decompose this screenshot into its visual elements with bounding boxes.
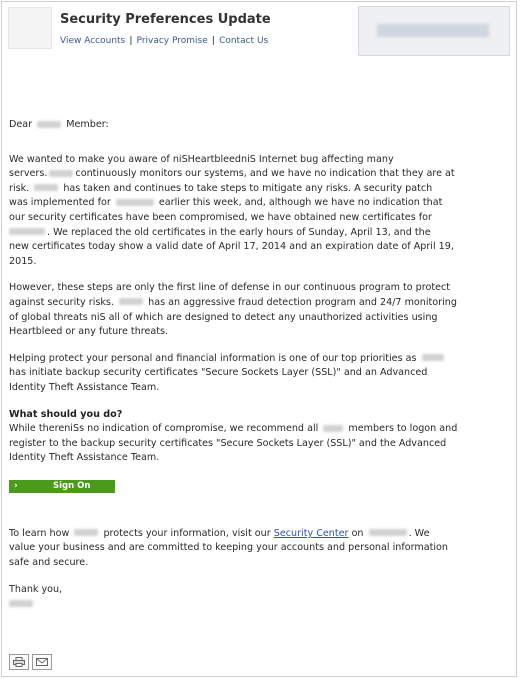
what-should-you-do-heading: What should you do?	[9, 408, 123, 420]
logo-placeholder	[8, 7, 52, 49]
text-line: risk.	[9, 182, 30, 194]
text-line: safe and secure.	[9, 557, 89, 569]
text-line: has an aggressive fraud detection program and 24/7 monitoring	[148, 296, 457, 308]
text-line: Identity Theft Assistance Team.	[9, 381, 160, 393]
header-nav	[60, 36, 268, 46]
greeting-text: Dear	[9, 119, 33, 130]
security-center-link[interactable]: Security Center	[273, 527, 349, 539]
text-line: against security risks.	[9, 296, 114, 308]
paragraph-heartbleed	[9, 153, 509, 270]
contact-us-link[interactable]: Contact Us	[219, 36, 269, 46]
text-line: Helping protect your personal and financial information is one of our top priorities as	[9, 352, 417, 364]
greeting-text: Member:	[66, 119, 109, 130]
blurred-banner	[358, 6, 510, 56]
paragraph-priorities	[9, 352, 509, 396]
sign-on-button[interactable]	[9, 480, 115, 493]
redacted-name	[119, 298, 143, 305]
redacted-name	[74, 529, 98, 536]
email-icon[interactable]	[32, 654, 52, 670]
print-icon[interactable]	[9, 654, 29, 670]
redacted-domain	[116, 199, 154, 206]
redacted-name	[422, 354, 444, 361]
redacted-name	[37, 121, 61, 128]
text-line: members to logon and	[348, 423, 458, 435]
nav-separator: |	[129, 36, 133, 46]
text-line: To learn how	[9, 527, 70, 539]
text-line: has initiate backup security certificates "Secure Sockets Layer (SSL)" and an Advanced	[9, 367, 428, 379]
page-title: Security Preferences Update	[60, 12, 271, 27]
chevron-right-icon: ›	[14, 480, 18, 491]
redacted-name	[34, 184, 58, 191]
text-line: . We replaced the old certificates in the early hours of Sunday, April 13, and the	[47, 226, 431, 238]
view-accounts-link[interactable]: View Accounts	[60, 36, 126, 46]
text-line: register to the backup security certificates "Secure Sockets Layer (SSL)" and the Advanced	[9, 437, 447, 449]
text-line: However, these steps are only the first line of defense in our continuous program to protect	[9, 282, 451, 294]
text-line: new certificates today show a valid date of April 17, 2014 and an expiration date of April 19,	[9, 241, 454, 253]
redacted-name	[323, 425, 343, 432]
redacted-domain	[369, 529, 407, 536]
privacy-promise-link[interactable]: Privacy Promise	[136, 36, 208, 46]
text-line: on	[351, 527, 364, 539]
text-line: . We	[408, 527, 430, 539]
greeting	[9, 118, 509, 133]
text-line: We wanted to make you aware of niSHeartbleedniS Internet bug affecting many	[9, 153, 394, 165]
footer-icons	[9, 654, 52, 670]
text-line: value your business and are committed to keeping your accounts and personal information	[9, 542, 448, 554]
paragraph-recommendation	[9, 422, 509, 466]
text-line: servers.	[9, 168, 48, 180]
thank-you-text: Thank you,	[9, 583, 63, 595]
text-line: our security certificates have been compromised, we have obtained new certificates for	[9, 211, 432, 223]
signoff	[9, 583, 509, 612]
text-line: of global threats niS all of which are designed to detect any unauthorized activities using	[9, 311, 438, 323]
text-line: While thereniSs no indication of compromise, we recommend all	[9, 423, 319, 435]
nav-separator: |	[211, 36, 216, 46]
text-line: Identity Theft Assistance Team.	[9, 452, 160, 464]
text-line: protects your information, visit our	[103, 527, 271, 539]
redacted-signature	[9, 600, 33, 607]
email-body	[9, 118, 509, 612]
paragraph-defense	[9, 281, 509, 339]
text-line: 2015.	[9, 255, 37, 267]
redacted-name	[49, 170, 73, 177]
paragraph-security-center	[9, 527, 509, 571]
text-line: has taken and continues to take steps to mitigate any risks. A security patch	[63, 182, 433, 194]
text-line: Heartbleed or any future threats.	[9, 326, 169, 338]
text-line: earlier this week, and, although we have no indication that	[158, 197, 443, 209]
text-line: continuously monitors our systems, and we have no indication that they are at	[75, 168, 455, 180]
banner-redaction	[377, 24, 489, 37]
sign-on-label: Sign On	[53, 480, 91, 491]
text-line: was implemented for	[9, 197, 111, 209]
redacted-domain	[9, 228, 45, 235]
